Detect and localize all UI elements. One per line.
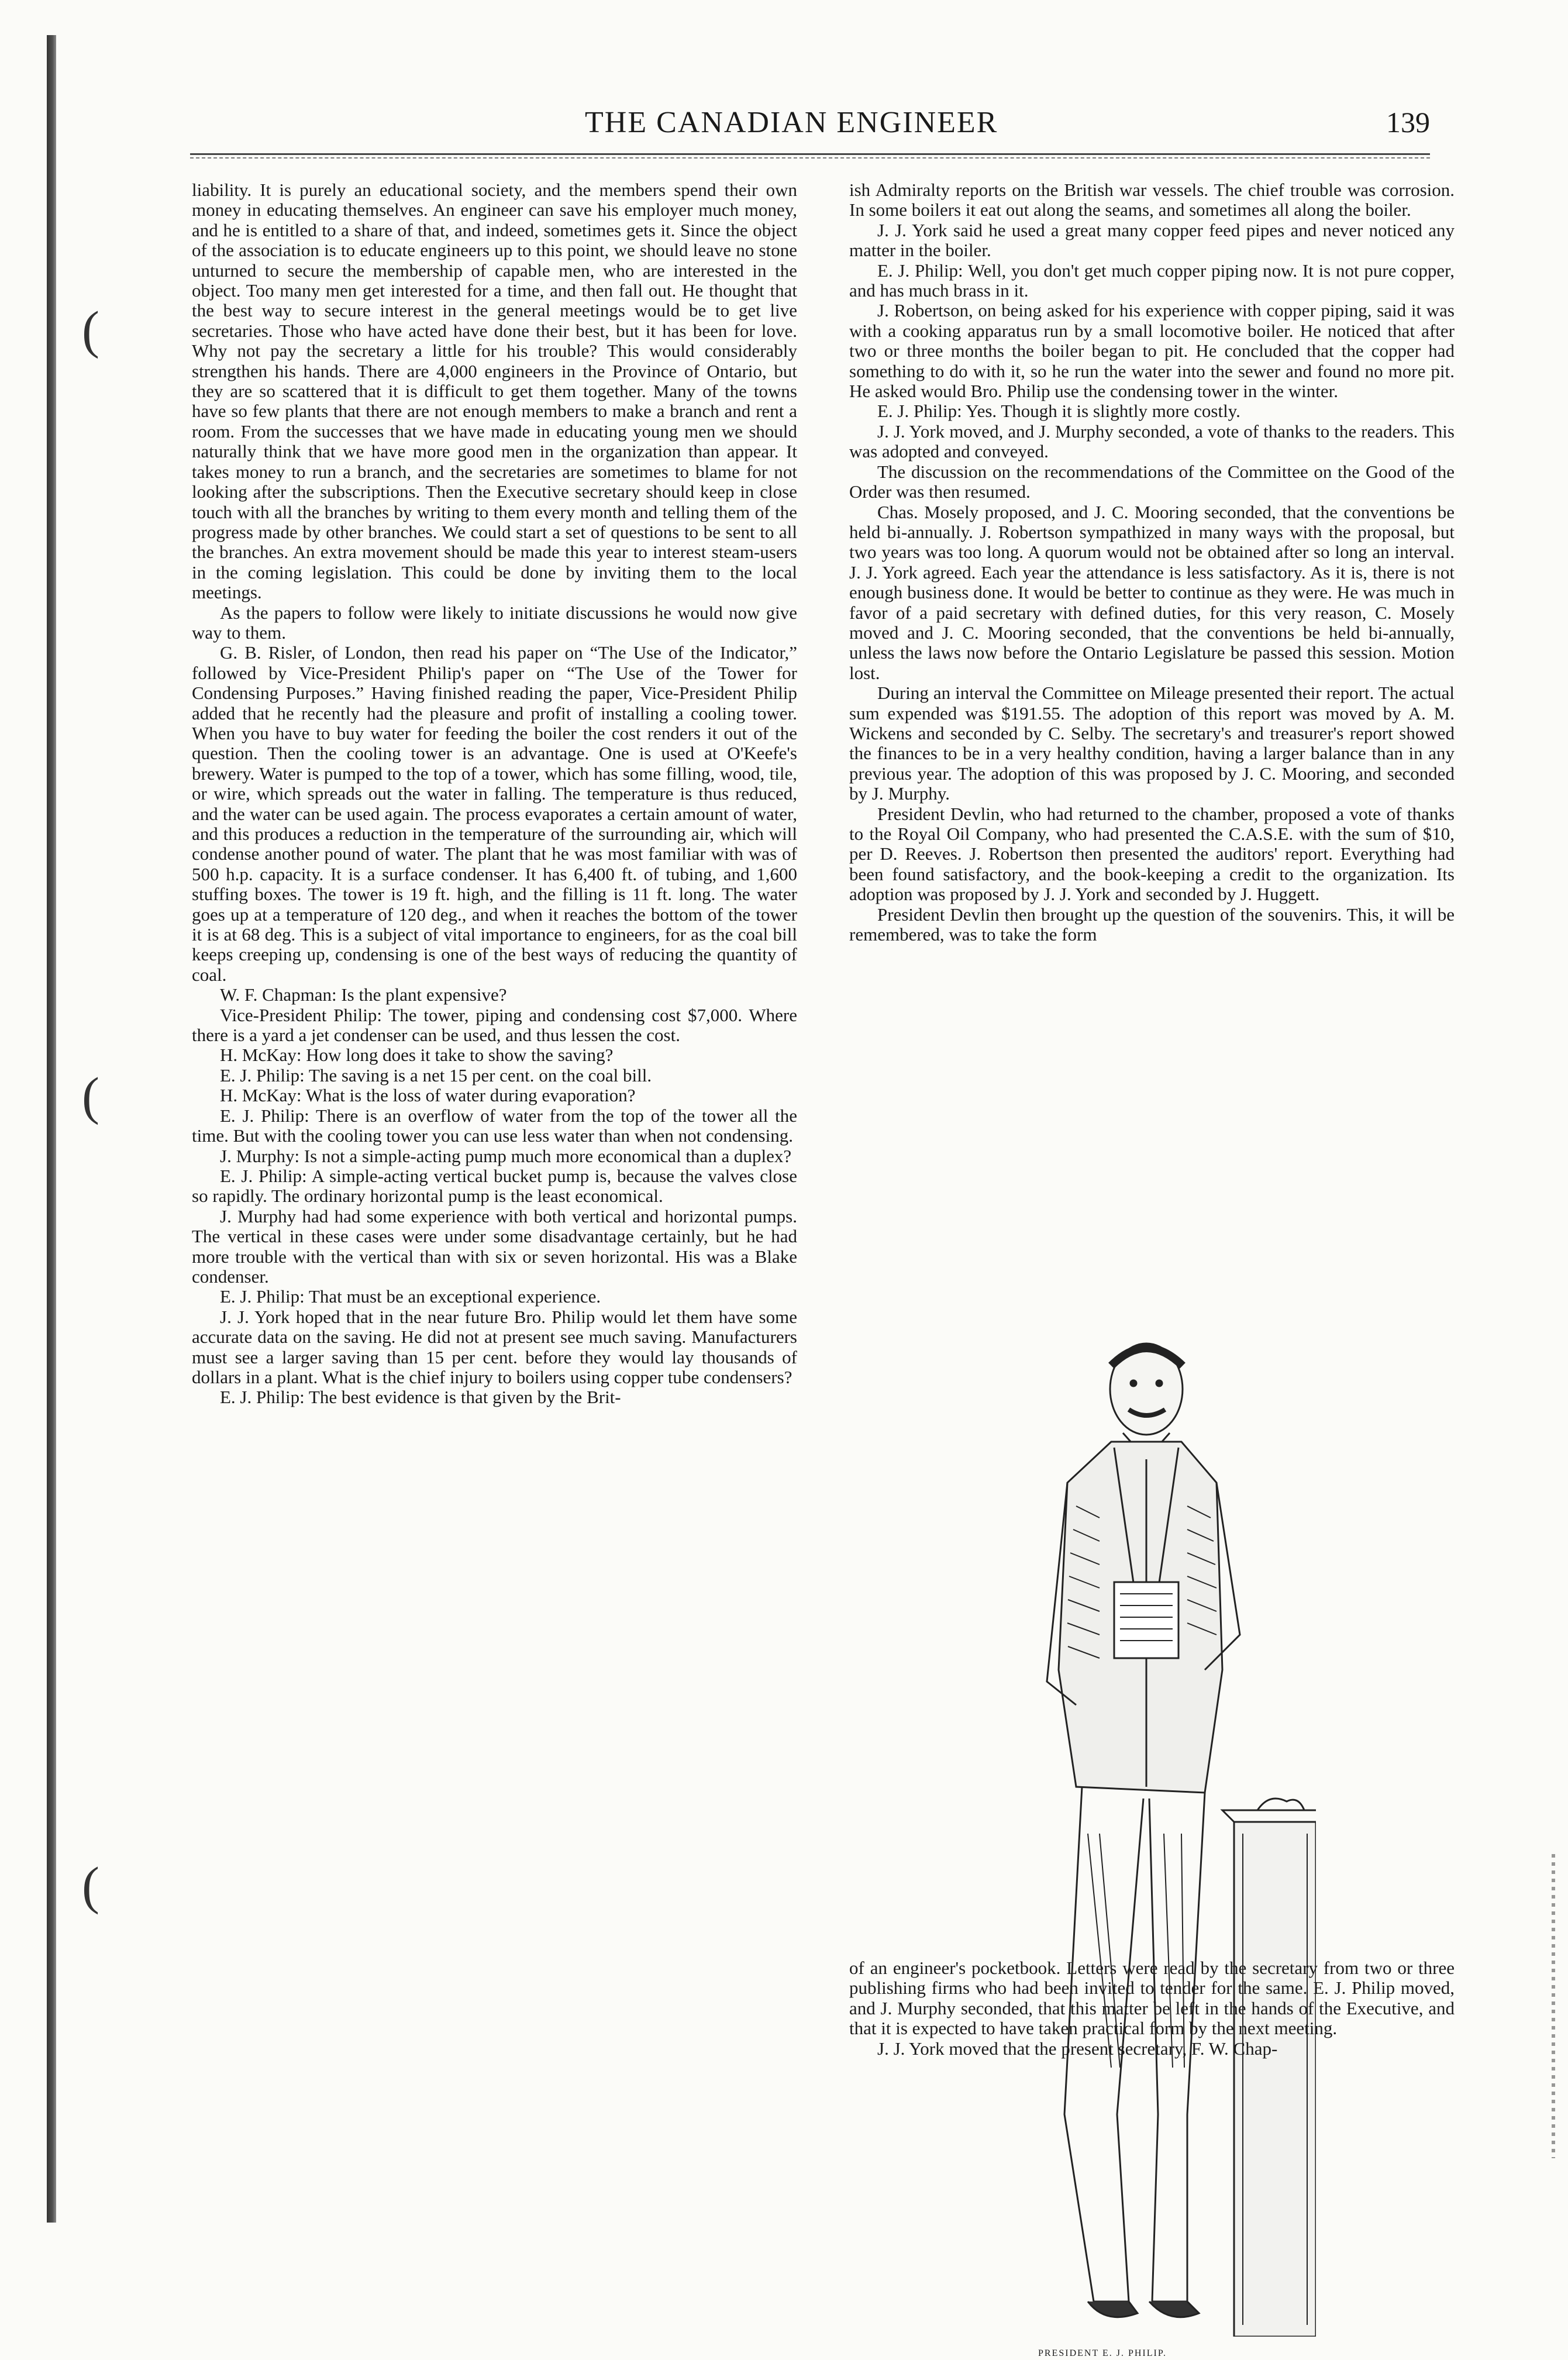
figure-caption: PRESIDENT E. J. PHILIP. xyxy=(1038,2348,1167,2358)
paragraph: Vice-President Philip: The tower, piping and condensing cost $7,000. Where there is a yard a jet condenser can be used, and thus lessen the cost. xyxy=(192,1004,797,1046)
portrait-illustration xyxy=(1012,1307,1316,2360)
paragraph: H. McKay: What is the loss of water during evaporation? xyxy=(220,1085,636,1106)
page-number: 139 xyxy=(1386,106,1430,139)
paragraph: E. J. Philip: There is an overflow of water from the top of the tower all the time. But with the cooling tower you can use less water than when not condensing. xyxy=(192,1105,797,1146)
scan-artifact xyxy=(1552,1854,1555,2158)
paragraph: J. J. York moved, and J. Murphy seconded, a vote of thanks to the readers. This was adopted and conveyed. xyxy=(849,421,1455,462)
margin-mark: ( xyxy=(82,301,99,359)
paragraph: E. J. Philip: Well, you don't get much copper piping now. It is not pure copper, and has much brass in it. xyxy=(849,260,1455,301)
paragraph: E. J. Philip: A simple-acting vertical bucket pump is, because the valves close so rapidly. The ordinary horizontal pump is the least economical. xyxy=(192,1165,797,1207)
binding-edge xyxy=(47,35,56,2223)
paragraph: of an engineer's pocketbook. Letters were read by the secretary from two or three publishing firms who had been invited to tender for the same. E. J. Philip moved, and J. Murphy seconded, that this matter be left in the hands of the Executive, and that it is expected to have taken practical form by the next meeting. xyxy=(849,1958,1455,2039)
left-column xyxy=(192,180,797,1408)
paragraph: E. J. Philip: The saving is a net 15 per cent. on the coal bill. xyxy=(220,1064,652,1086)
paragraph: J. J. York hoped that in the near future Bro. Philip would let them have some accurate data on the saving. He did not at present see much saving. Manufacturers must see a larger saving than 15 per cent. before they would lay thousands of dollars in a plant. What is the chief injury to boilers using copper tube condensers? xyxy=(192,1306,797,1387)
header-rule xyxy=(190,153,1430,159)
paragraph: President Devlin, who had returned to the chamber, proposed a vote of thanks to the Royal Oil Company, who had presented the C.A.S.E. with the sum of $10, per D. Reeves. J. Robertson then presented the auditors' report. Everything had been found satisfactory, and the book-keeping a credit to the organization. Its adoption was proposed by J. J. York and seconded by J. Huggett. xyxy=(849,803,1455,905)
paragraph: J. Murphy had had some experience with both vertical and horizontal pumps. The vertical in these cases were under some disadvantage certainly, but he had more trouble with the vertical than with six or seven horizontal. His was a Blake condenser. xyxy=(192,1205,797,1287)
paragraph: President Devlin then brought up the question of the souvenirs. This, it will be remembered, was to take the form xyxy=(849,904,1455,945)
paragraph: As the papers to follow were likely to initiate discussions he would now give way to them. xyxy=(192,602,797,643)
paragraph: W. F. Chapman: Is the plant expensive? xyxy=(220,984,507,1005)
right-column xyxy=(849,180,1455,945)
paragraph: ish Admiralty reports on the British war vessels. The chief trouble was corrosion. In some boilers it eat out along the seams, and sometimes all along the boiler. xyxy=(849,180,1455,221)
paragraph: J. J. York moved that the present secretary, F. W. Chap- xyxy=(877,2038,1278,2059)
paragraph: E. J. Philip: Yes. Though it is slightly more costly. xyxy=(877,401,1240,422)
paragraph: E. J. Philip: That must be an exceptional experience. xyxy=(220,1286,601,1307)
paragraph: During an interval the Committee on Mileage presented their report. The actual sum expended was $191.55. The adoption of this report was moved by A. M. Wickens and seconded by C. Selby. The secretary's and treasurer's report showed the finances to be in a very healthy condition, having a larger balance than in any previous year. The adoption of this was proposed by J. C. Mooring, and seconded by J. Murphy. xyxy=(849,683,1455,804)
portrait-drawing xyxy=(1012,1307,1316,2337)
paragraph: The discussion on the recommendations of the Committee on the Good of the Order was then resumed. xyxy=(849,461,1455,502)
paragraph: liability. It is purely an educational society, and the members spend their own money in educating themselves. An engineer can save his employer much money, and he is entitled to a share of that, and indeed, sometimes gets it. Since the object of the association is to educate engineers up to this point, we should leave no stone unturned to secure the membership of capable men, who are interested in the object. Too many men get interested for a time, and then fall out. He thought that the best way to secure interest in the general meetings would be to get live secretaries. Those who have acted have done their best, but it has been for love. Why not pay the secretary a little for his trouble? This would considerably strengthen his hands. There are 4,000 engineers in the Province of Ontario, but they are so scattered that it is difficult to get them together. Many of the towns have so few plants that there are not enough members to make a branch and rent a room. From the successes that we have made in educating young men we should naturally think that we have more good men in the organization than appear. It takes money to run a branch, and the secretaries are sometimes to blame for not looking after the subscriptions. Then the Executive secretary should keep in close touch with all the branches by writing to them every month and telling them of the progress made by other branches. We could start a set of questions to be sent to all the branches. An extra movement should be made this year to interest steam-users in the coming legislation. This could be done by inviting them to the local meetings. xyxy=(192,180,797,603)
margin-mark: ( xyxy=(82,1067,99,1125)
page-header xyxy=(190,99,1430,146)
right-column-continuation xyxy=(849,1958,1455,2059)
paragraph: G. B. Risler, of London, then read his paper on “The Use of the Indicator,” followed by Vice-President Philip's paper on “The Use of the Tower for Condensing Purposes.” Having finished reading the paper, Vice-President Philip added that he recently had the pleasure and profit of installing a cooling tower. When you have to buy water for feeding the boiler the cost renders it out of the question. Then the cooling tower is an advantage. One is used at O'Keefe's brewery. Water is pumped to the top of a tower, which has some filling, wood, tile, or wire, which spreads out the water in falling. The temperature is thus reduced, and the water can be used again. The process evaporates a certain amount of water, and this produces a reduction in the temperature of the surrounding air, which will condense another pound of water. The plant that he was most familiar with was of 500 h.p. capacity. It is a surface condenser. It has 6,400 ft. of tubing, and 1,600 stuffing boxes. The tower is 19 ft. high, and the filling is 11 ft. long. The water goes up at a temperature of 120 deg., and when it reaches the bottom of the tower it is at 68 deg. This is a subject of vital importance to engineers, for as the coal bill keeps creeping up, condensing is one of the best ways of reducing the quantity of coal. xyxy=(192,642,797,985)
running-title: THE CANADIAN ENGINEER xyxy=(585,106,998,139)
paragraph: J. Murphy: Is not a simple-acting pump much more economical than a duplex? xyxy=(220,1145,792,1166)
paragraph: Chas. Mosely proposed, and J. C. Mooring seconded, that the conventions be held bi-annually. J. Robertson sympathized in many ways with the proposal, but two years was too long. A quorum would not be obtained after so long an interval. J. J. York agreed. Each year the attendance is less satisfactory. As it is, there is not enough business done. It would be better to continue as they were. He was much in favor of a paid secretary with defined duties, for this very reason, C. Mosely moved and J. C. Mooring seconded, that the conventions be held bi-annually, unless the laws now before the Ontario Legislature be passed this session. Motion lost. xyxy=(849,501,1455,683)
margin-mark: ( xyxy=(82,1857,99,1915)
paragraph: J. Robertson, on being asked for his experience with copper piping, said it was with a cooking apparatus run by a small locomotive boiler. He noticed that after two or three months the boiler began to pit. He concluded that the copper had something to do with it, so he run the water into the sewer and found no more pit. He asked would Bro. Philip use the condensing tower in the winter. xyxy=(849,300,1455,402)
paragraph: H. McKay: How long does it take to show the saving? xyxy=(220,1045,614,1066)
paragraph: E. J. Philip: The best evidence is that given by the Brit- xyxy=(220,1387,621,1408)
paragraph: J. J. York said he used a great many copper feed pipes and never noticed any matter in the boiler. xyxy=(849,219,1455,261)
